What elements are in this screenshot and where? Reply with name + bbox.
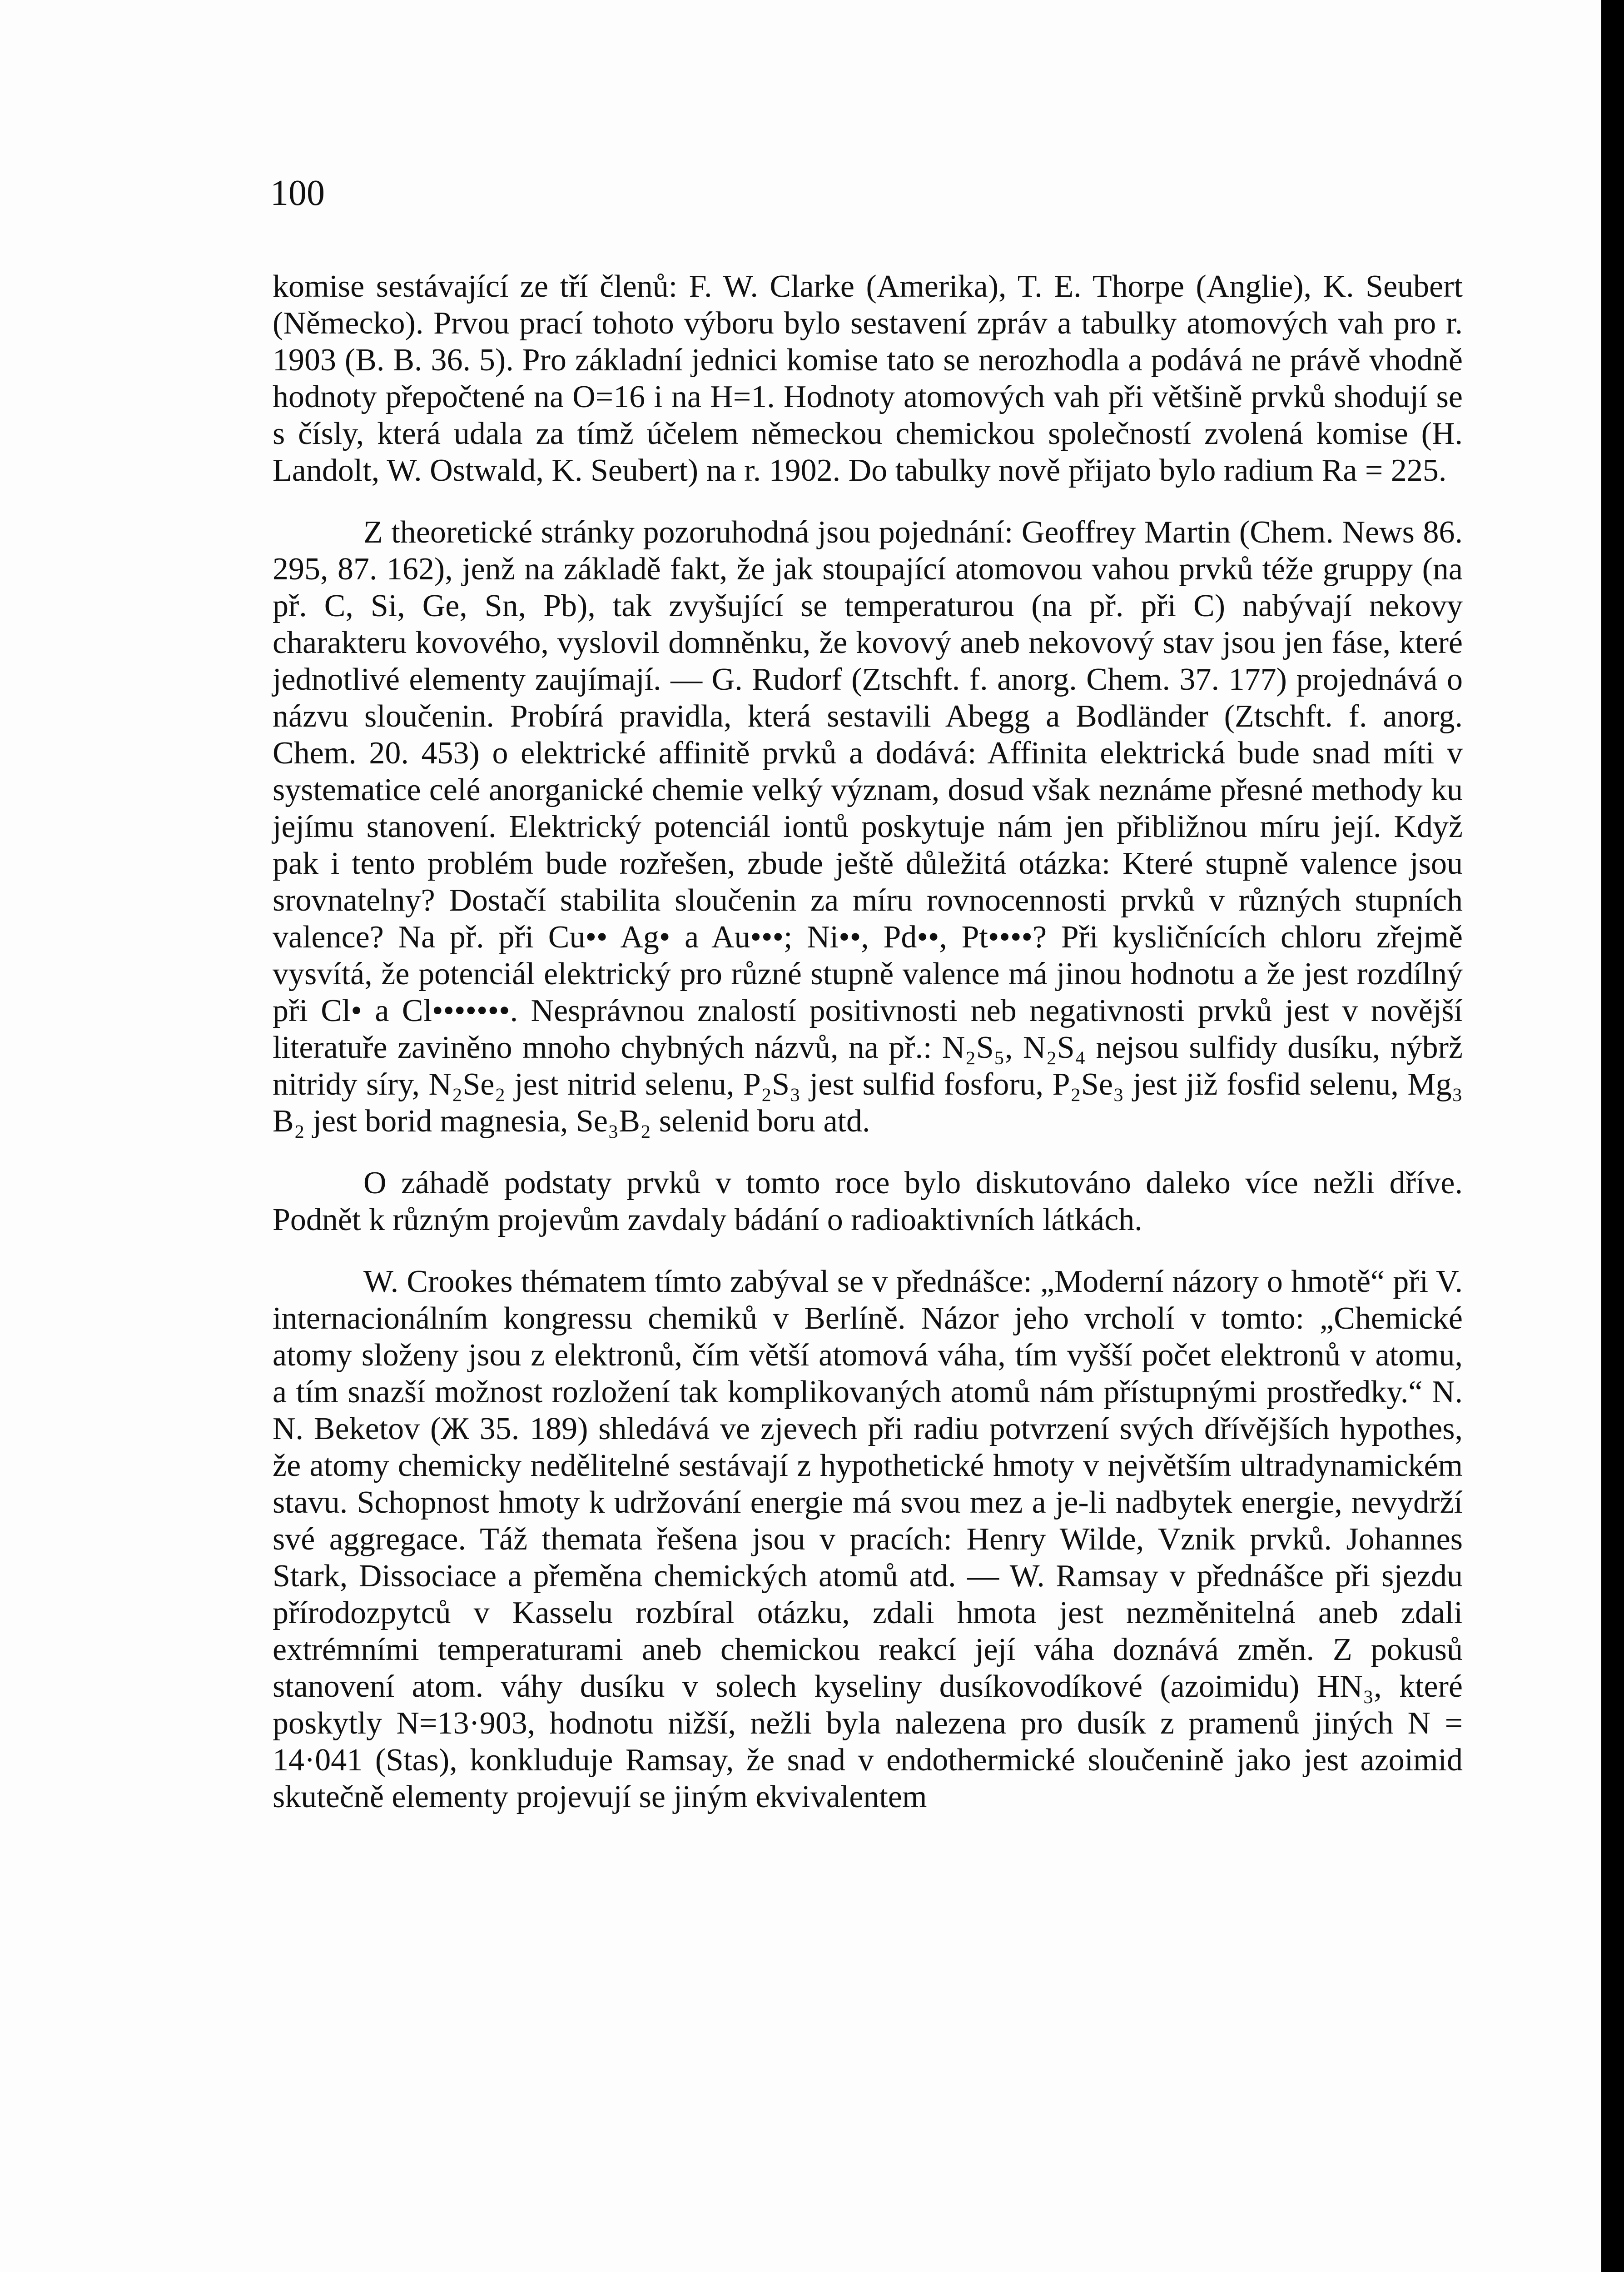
body-text [273,268,1463,1815]
page-number: 100 [270,173,325,213]
paragraph-2: Z theoretické stránky pozoruhodná jsou pojednání: Geoffrey Martin (Chem. News 86. 295, 87. 162), jenž na základě fakt, že jak stoupající atomovou vahou prvků téže gruppy (na př. C, Si, Ge, Sn, Pb), tak zvyšující se temperaturou (na př. při C) nabývají nekovy charakteru kovového, vyslovil domněnku, že kovový aneb nekovový stav jsou jen fáse, které jednotlivé elementy zaujímají. — G. Rudorf (Ztschft. f. anorg. Chem. 37. 177) projednává o názvu sloučenin. Probírá pravidla, která sestavili Abegg a Bodländer (Ztschft. f. anorg. Chem. 20. 453) o elektrické affinitě prvků a dodává: Affinita elektrická bude snad míti v systematice celé anorganické chemie velký význam, dosud však neznáme přesné methody ku jejímu stanovení. Elektrický potenciál iontů poskytuje nám jen přibližnou míru její. Když pak i tento problém bude rozřešen, zbude ještě důležitá otázka: Které stupně valence jsou srovnatelny? Dostačí stabilita sloučenin za míru rovnocennosti prvků v různých stupních valence? Na př. při Cu•• Ag• a Au•••; Ni••, Pd••, Pt••••? Při kysličnících chloru zřejmě vysvítá, že potenciál elektrický pro různé stupně valence má jinou hodnotu a že jest rozdílný při Cl• a Cl•••••••. Nesprávnou znalostí positivnosti neb negativnosti prvků jest v novější literatuře zaviněno mnoho chybných názvů, na př.: N₂S₅, N₂S₄ nejsou sulfidy dusíku, nýbrž nitridy síry, N₂Se₂ jest nitrid selenu, P₂S₃ jest sulfid fosforu, P₂Se₃ jest již fosfid selenu, Mg₃ B₂ jest borid magnesia, Se₃B₂ selenid boru atd. [273,515,1463,1139]
paragraph-4: W. Crookes thématem tímto zabýval se v přednášce: „Moderní názory o hmotě“ při V. internacionálním kongressu chemiků v Berlíně. Názor jeho vrcholí v tomto: „Chemické atomy složeny jsou z elektronů, čím větší atomová váha, tím vyšší počet elektronů v atomu, a tím snazší možnost rozložení tak komplikovaných atomů nám přístupnými prostředky.“ N. N. Beketov (Ж 35. 189) shledává ve zjevech při radiu potvrzení svých dřívějších hypothes, že atomy chemicky nedělitelné sestávají z hypothetické hmoty v největším ultradynamickém stavu. Schopnost hmoty k udržování energie má svou mez a je-li nadbytek energie, nevydrží své aggregace. Táž themata řešena jsou v pracích: Henry Wilde, Vznik prvků. Johannes Stark, Dissociace a přeměna chemických atomů atd. — W. Ramsay v přednášce při sjezdu přírodozpytců v Kasselu rozbíral otázku, zdali hmota jest nezměnitelná aneb zdali extrémními temperaturami aneb chemickou reakcí její váha doznává změn. Z pokusů stanovení atom. váhy dusíku v solech kyseliny dusíkovodíkové (azoimidu) HN₃, které poskytly N=13·903, hodnotu nižší, nežli byla nalezena pro dusík z pramenů jiných N = 14·041 (Stas), konkluduje Ramsay, že snad v endothermické sloučenině jako jest azoimid skutečně elementy projevují se jiným ekvivalentem [273,1264,1463,1814]
paragraph-1: komise sestávající ze tří členů: F. W. Clarke (Amerika), T. E. Thorpe (Anglie), K. Seubert (Německo). Prvou prací tohoto výboru bylo sestavení zpráv a tabulky atomových vah pro r. 1903 (B. B. 36. 5). Pro základní jednici komise tato se nerozhodla a podává ne právě vhodně hodnoty přepočtené na O=16 i na H=1. Hodnoty atomových vah při většině prvků shodují se s čísly, která udala za tímž účelem německou chemickou společností zvolená komise (H. Landolt, W. Ostwald, K. Seubert) na r. 1902. Do tabulky nově přijato bylo radium Ra = 225. [273,269,1463,488]
paragraph-3: O záhadě podstaty prvků v tomto roce bylo diskutováno daleko více nežli dříve. Podnět k různým projevům zavdaly bádání o radioaktivních látkách. [273,1166,1463,1237]
